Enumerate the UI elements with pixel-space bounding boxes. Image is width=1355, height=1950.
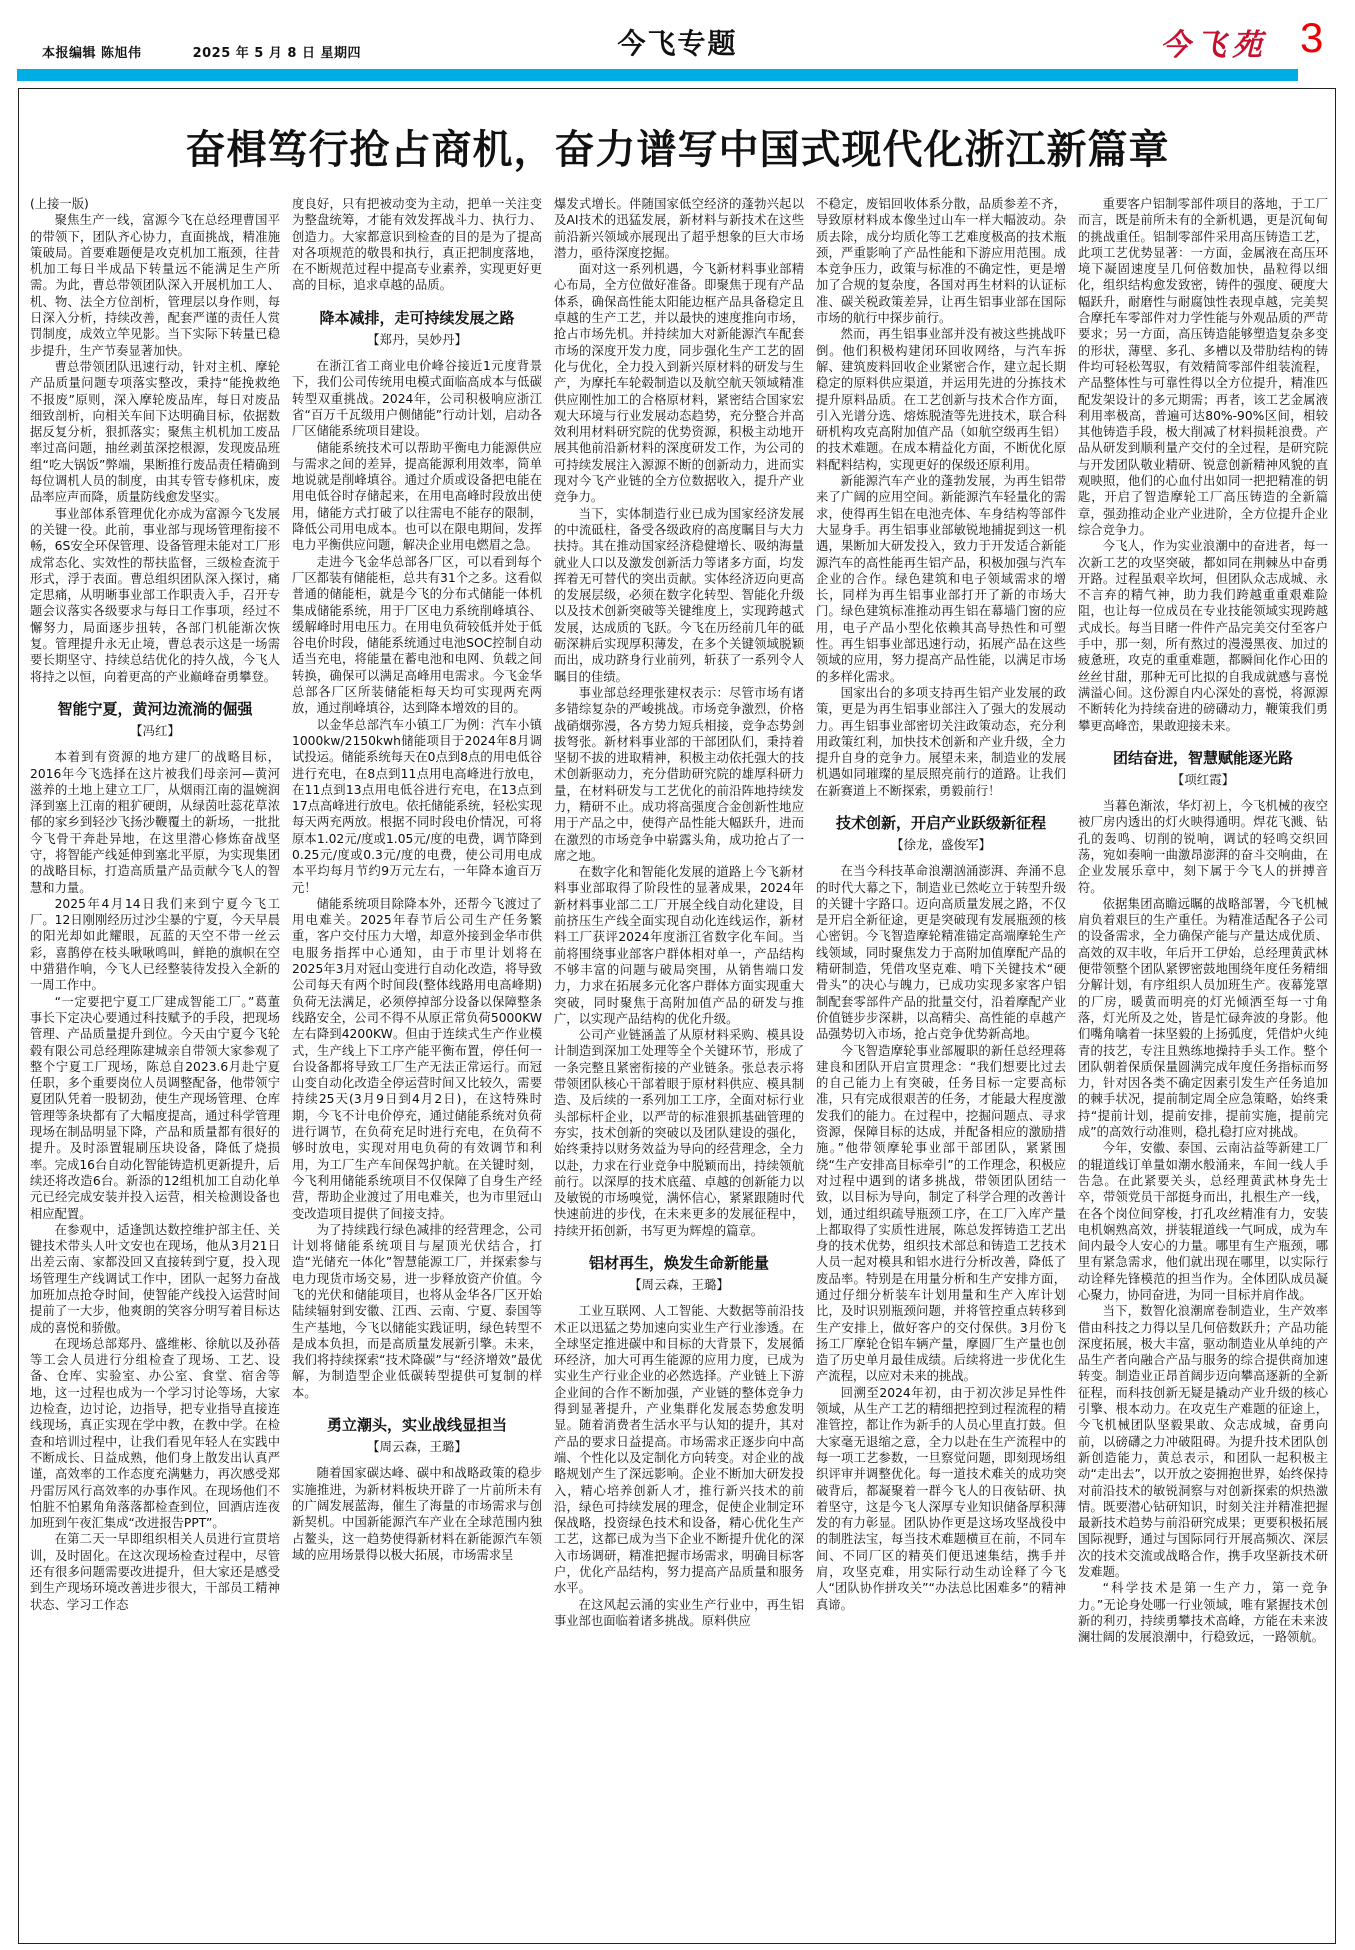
article-paragraph: 当下，实体制造行业已成为国家经济发展的中流砥柱，备受各级政府的高度瞩目与大力扶持。其在推动国家经济稳健增长、吸纳海量就业人口以及激发创新活力等诸多方面，均发挥着无可替代的突出贡献。实体经济迈向更高的发展层级，必须在数字化转型、智能化升级以及技术创新突破等关键维度上，实现跨越式发展，达成质的飞跃。今飞在历经前几年的砥砺深耕后实现厚积薄发，在多个关键领域脱颖而出，成功跻身行业前列，斩获了一系列令人瞩目的佳绩。: [554, 506, 804, 684]
article-paragraph: 然而，再生铝事业部并没有被这些挑战吓倒。他们积极构建闭环回收网络，与汽车拆解、建筑废料回收企业紧密合作，建立起长期稳定的原料供应渠道，并运用先进的分拣技术提升原料品质。在工艺创新与技术合作方面，引入光谱分选、熔炼脱渣等先进技术，联合科研机构攻克高附加值产品（如航空级再生铝）的技术难题。在成本精益化方面，不断优化原料配料结构，实现更好的保级还原利用。: [816, 327, 1066, 472]
article-paragraph: 重要客户铝制零部件项目的落地，于工厂而言，既是前所未有的全新机遇，更是沉甸甸的挑战重任。铝制零部件采用高压铸造工艺，此项工艺优势显著：一方面，金属液在高压环境下凝固速度呈几何倍数加快，晶粒得以细化，组织结构愈发致密，铸件的强度、硬度大幅跃升，耐磨性与耐腐蚀性表现卓越，完美契合摩托车零部件对力学性能与外观品质的严苛要求；另一方面，高压铸造能够塑造复杂多变的形状，薄壁、多孔、多槽以及带肋结构的铸件均可轻松驾驭，有效精简零部件组装流程，产品整体性与可靠性得以全方位提升，精准匹配发架设计的多元期需；再者，该工艺金属液利用率极高，普遍可达80%-90%区间，相较其他铸造手段，极大削减了材料损耗浪费。产品从研发到顺利量产交付的全过程，是研究院与开发团队敬业精研、锐意创新精神风貌的直观映照，他们的心血付出如同一把把精准的钥匙，开启了智造摩轮工厂高压铸造的全新篇章，强劲推动企业产业进阶，全方位提升企业综合竞争力。: [1078, 197, 1328, 537]
article-paragraph: 当暮色渐浓，华灯初上，今飞机械的夜空被厂房内透出的灯火映得通明。焊花飞溅、钻孔的轰鸣、切削的锐响，调试的轻鸣交织回荡，宛如奏响一曲激昂澎湃的奋斗交响曲，在企业发展乐章中，刻下属于今飞人的拼搏音符。: [1078, 799, 1328, 895]
article-byline: 【冯红】: [129, 722, 180, 738]
article-paragraph: “一定要把宁夏工厂建成智能工厂。”葛董事长下定决心要通过科技赋予的手段，把现场管理、产品质量提升到位。今天由宁夏今飞轮毂有限公司总经理陈建城亲自带领大家参观了整个宁夏工厂现场，陈总自2023.6月赴宁夏任职，多个重要岗位人员调整配备，他带领宁夏团队凭着一股韧劲，使生产现场管理、仓库管理等条块都有了大幅度提高，通过科学管理现场在制品明显下降，产品和质量都有很好的提升。及时添置辊刷压块设备，降低了烧损率。完成16台自动化智能铸造机更新提升，后续还将改造6台。新添的12组机加工自动化单元已经完成安装并投入运营，相关检测设备也相应配置。: [30, 994, 280, 1221]
article-paragraph: 在参观中，适逢凯达数控维护部主任、关键技术带头人叶文安也在现场，他从3月21日出差云南、家都没回又直接转到宁夏，投入现场管理生产线调试工作中，团队一起努力奋战加班加点抢夺时间，使智能产线投入运营时间提前了一大步，他爽朗的笑容分明写着目标达成的喜悦和骄傲。: [30, 1222, 280, 1335]
article-paragraph: 随着国家碳达峰、碳中和战略政策的稳步实施推进，为新材料板块开辟了一片前所未有的广阔发展蓝海，催生了海量的市场需求与创新契机。中国新能源汽车产业在全球范围内独占鳌头，这一趋势使得新材料在新能源汽车领域的应用场景得以极大拓展，市场需求呈: [292, 1466, 542, 1562]
article-byline: 【徐龙，盛俊军】: [890, 836, 991, 852]
article-paragraph: 本着到有资源的地方建厂的战略目标，2016年今飞选择在这片被我们母亲河—黄河滋养的土地上建立工厂，从烟雨江南的温婉润泽到塞上江南的粗犷硬朗，从绿茵吐蕊花草浓郁的家乡到轻沙飞扬沙鞭覆土的新场，一批批今飞骨干奔赴异地，在这里潜心修炼奋战坚守，将智能产线延伸到塞北平原，为实现集团的战略目标，打造高质量产品贡献今飞人的智慧和力量。: [30, 750, 280, 895]
article-paragraph: “科学技术是第一生产力，第一竞争力。”无论身处哪一行业领域，唯有紧握技术创新的利刃，持续勇攀技术高峰，方能在未来波澜壮阔的发展浪潮中，行稳致远，一路领航。: [1078, 1581, 1328, 1645]
article-paragraph: 为了持续践行绿色减排的经营理念，公司计划将储能系统项目与屋顶光伏结合，打造“光储充一体化”智慧能源工厂，并探索参与电力现货市场交易，进一步释放资产价值。今飞的光伏和储能项目，也将从金华各厂区开始陆续辐射到安徽、江西、云南、宁夏、泰国等生产基地，今飞以储能实践证明，绿色转型不是成本负担，而是高质量发展新引擎。未来，我们将持续探索“技术降碳”与“经济增效”最优解，为制造型企业低碳转型提供可复制的样本。: [292, 1222, 542, 1400]
article-paragraph: 回溯至2024年初，由于初次涉足异性件领域，从生产工艺的精细把控到过程流程的精准管控，都让作为新手的人员心里直打鼓。但大家毫无退缩之意，全力以赴在生产流程中的每一项工艺参数，一旦察觉问题，即刻现场组织评审并调整优化。每一道技术难关的成功突破背后，都凝聚着一群今飞人的日夜钻研、执着坚守，这是今飞人深厚专业知识储备厚积薄发的有力彰显。团队协作更是这场攻坚战役中的制胜法宝，每当技术难题横亘在前，不同车间、不同厂区的精英们便迅速集结，携手并肩，攻坚克难，用实际行动生动诠释了今飞人“团队协作拼攻关”“办法总比困难多”的精神真谛。: [816, 1385, 1066, 1612]
article-paragraph: 工业互联网、人工智能、大数据等前沿技术正以迅猛之势加速向实业生产行业渗透。在全球坚定推进碳中和目标的大背景下，发展循环经济，加大可再生能源的应用力度，已成为实业生产行业企业的必然选择。产业链上下游企业间的合作不断加强，产业链的整体竞争力得到显著提升，产业集群化发展态势愈发明显。随着消费者生活水平与认知的提升，其对产品的要求日益提高。市场需求正逐步向中高端、个性化以及定制化方向转变。对企业的战略规划产生了深远影响。企业不断加大研发投入，精心培养创新人才，推行新兴技术的前沿，绿色可持续发展的理念，促使企业制定环保战略，投资绿色技术和设备，精心优化生产工艺，这都已成为当下企业不断提升优化的深入市场调研，精准把握市场需求，明确目标客户，优化产品结构，努力提高产品质量和服务水平。: [554, 1304, 804, 1596]
column-5: [1078, 196, 1328, 1940]
article-paragraph: 不稳定，废铝回收体系分散，品质参差不齐，导致原材料成本像坐过山车一样大幅波动。杂质去除，成分均质化等工艺难度极高的技术瓶颈，严重影响了产品性能和下游应用范围。成本竞争压力，政策与标准的不确定性，更是增加了合规的复杂度，各国对再生材料的认证标准、碳关税政策差异，让再生铝事业部在国际市场的航行中探步前行。: [816, 197, 1066, 326]
article-paragraph: 今飞人，作为实业浪潮中的奋进者，每一次新工艺的攻坚突破，都如同在荆棘丛中奋勇开路。过程虽艰辛坎坷，但团队众志成城、永不言弃的精气神，助力我们跨越重重艰难险阻，也让每一位成员在专业技能领域实现跨越式成长。每当目睹一件件产品完美交付至客户手中，那一刻，所有熬过的漫漫黑夜、加过的疲惫班，攻克的重重难题，都瞬间化作心田的丝丝甘甜，那种无可比拟的自我成就感与喜悦满溢心间。这份源自内心深处的喜悦，将源源不断转化为持续奋进的磅礴动力，鞭策我们勇攀更高峰峦，果敢迎接未来。: [1078, 539, 1328, 733]
editor-credit: 本报编辑 陈旭伟: [42, 46, 142, 61]
article-paragraph: 依据集团高瞻远瞩的战略部署，今飞机械肩负着艰巨的生产重任。为精准适配各子公司的设备需求，全力确保产能与产量达成优质、高效的双丰收，年后开工伊始，总经理黄武林便带领整个团队紧锣密鼓地围绕年度任务精细分解计划，有序组织人员加班生产。夜幕笼罩的厂房，暖黄而明亮的灯光倾洒至每一寸角落，灯光所及之处，皆是忙碌奔波的身影。他们嘴角噙着一抹坚毅的上扬弧度，凭借炉火纯青的技艺，专注且熟练地操持手头工作。整个团队朝着保质保量圆满完成年度任务指标而努力，针对因各类不确定因素引发生产任务追加的棘手状况，提前制定周全应急策略，始终秉持“提前计划，提前安排，提前实施，提前完成”的高效行动准则，稳扎稳打应对挑战。: [1078, 896, 1328, 1140]
section-title: 今飞专题: [617, 27, 738, 60]
article-paragraph: 储能系统项目除降本外，还帮今飞渡过了用电难关。2025年春节后公司生产任务繁重，客户交付压力大增，却意外接到金华市供电服务指挥中心通知，由于市里计划将在2025年3月对冠山变进行自动化改造，将导致公司每天有两个时间段(整体线路用电高峰期)负荷无法满足，必须停掉部分设备以保障整条线路安全，公司不得不从原正常负荷5000KW左右降到4200KW。但由于连续式生产作业模式，生产线上下工序产能平衡布置，停任何一台设备都将导致工厂生产无法正常运行。而冠山变自动化改造全停运营时间又比较久，需要持续25天(3月9日到4月2日)，在这特殊时期，今飞不计电价停充，通过储能系统对负荷进行调节，在负荷充足时进行充电，在负荷不够时放电，实现对用电负荷的有效调节和利用，为工厂生产车间保驾护航。在关键时刻，今飞利用储能系统项目不仅保障了自身生产经营，帮助企业渡过了用电难关，也为市里冠山变改造项目提供了间接支持。: [292, 896, 542, 1221]
article-paragraph: 事业部总经理张建权表示：尽管市场有诸多错综复杂的严峻挑战。市场竞争激烈，价格战硝烟弥漫，各方势力短兵相接，竞争态势剑拔弩张。新材料事业部的干部团队们，秉持着坚韧不拔的进取精神，积极主动依托强大的技术创新驱动力，充分借助研究院的雄厚科研力量，在材料研发与工艺优化的前沿阵地持续发力，精研不止。成功将高强度合金创新性地应用于产品之中，使得产品性能大幅跃升，进而在激烈的市场竞争中崭露头角，成功抢占了一席之地。: [554, 685, 804, 863]
article-byline: 【郑丹，吴妙丹】: [366, 331, 467, 347]
article-paragraph: 2025年4月14日我们来到宁夏今飞工厂。12日刚刚经历过沙尘暴的宁夏，今天早晨的阳光却如此耀眼，瓦蓝的天空不带一丝云彩，喜鹊停在枝头啾啾鸣叫，鲜艳的旗帜在空中猎猎作响，今飞人已经整装待发投入全新的一周工作中。: [30, 896, 280, 993]
article-paragraph: (上接一版): [30, 197, 89, 211]
article-paragraph: 公司产业链涵盖了从原材料采购、模具设计制造到深加工处理等全个关键环节，形成了一条完整且紧密衔接的产业链条。张总表示将带领团队核心干部着眼于原材料供应、模具制造、及后续的一系列加工工序，全面对标行业头部标杆企业，以严苛的标准狠抓基础管理的夯实，技术创新的突破以及团队建设的强化，始终秉持以财务效益为导向的经营理念，全力以赴，力求在行业竞争中脱颖而出，持续领航前行。以深厚的技术底蕴、卓越的创新能力以及敏锐的市场嗅觉，满怀信心，紧紧跟随时代快速前进的步伐，在未来更多的发展征程中，持续开拓创新，书写更为辉煌的篇章。: [554, 1028, 804, 1238]
article-paragraph: 在第二天一早即组织相关人员进行宣贯培训，及时固化。在这次现场检查过程中，尽管还有很多问题需要改进提升，但大家还是感受到生产现场环境改善进步很大，干部员工精神状态、学习工作态: [30, 1532, 280, 1612]
article-paragraph: 今年，安徽、泰国、云南沾益等新建工厂的辊道线订单量如潮水般涌来，车间一线人手告急。在此紧要关头，总经理黄武林身先士卒，带领党员干部挺身而出，扎根生产一线，在各个岗位间穿梭，打孔攻丝精准有力，安装电机娴熟高效，拼装辊道线一气呵成，成为车间内最令人安心的力量。哪里有生产瓶颈，哪里有紧急需求，他们就出现在哪里，以实际行动诠释先锋模范的担当作为。全体团队成员凝心聚力，协同奋进，为同一目标并肩作战。: [1078, 1141, 1328, 1302]
article-paragraph: 储能系统技术可以帮助平衡电力能源供应与需求之间的差异，提高能源利用效率，简单地说就是削峰填谷。通过介质或设备把电能在用电低谷时存储起来，在用电高峰时段放出使用，储能方式打破了以往需电不能存的限制，降低公司用电成本。也可以在限电期间，发挥电力平衡供应问题，解决企业用电燃眉之急。: [292, 440, 542, 553]
article-paragraph: 度良好，只有把被动变为主动，把单一关注变为整盘统筹，才能有效发挥战斗力、执行力、创造力。大家都意识到检查的目的是为了提高对各项规范的敬畏和执行，真正把制度落地，在不断规范过程中提高专业素养，实现更好更高的目标，追求卓越的品质。: [292, 197, 542, 293]
article-byline: 【项红霞】: [1171, 771, 1235, 787]
article-paragraph: 在数字化和智能化发展的道路上今飞新材料事业部取得了阶段性的显著成果，2024年新材料事业部二工厂开展全线自动化建设，目前挤压生产线全面实现自动化连线运作，新材料工厂获评2024年度浙江省数字化车间。当前将围绕事业部客户群体相对单一，产品结构不够丰富的问题与破局突围，从销售端口发力，力求在拓展多元化客户群体方面实现重大突破，同时聚焦于高附加值产品的研发与推广，以实现产品结构的优化升级。: [554, 865, 804, 1026]
article-byline: 【周云森，王璐】: [366, 1439, 467, 1455]
newspaper-logo: 今飞苑: [1160, 28, 1268, 63]
article-paragraph: 新能源汽车产业的蓬勃发展，为再生铝带来了广阔的应用空间。新能源汽车轻量化的需求，使得再生铝在电池壳体、车身结构等部件大显身手。再生铝事业部敏锐地捕捉到这一机遇，果断加大研发投入，致力于开发适合新能源汽车的高性能再生铝产品，积极加强与汽车企业的合作。绿色建筑和电子领域需求的增长，同样为再生铝事业部打开了新的市场大门。绿色建筑标准推动再生铝在幕墙门窗的应用，电子产品小型化依赖其高导热性和可塑性。再生铝事业部迅速行动，拓展产品在这些领域的应用，努力提高产品性能，以满足市场的多样化需求。: [816, 474, 1066, 684]
article-heading: 智能宁夏，黄河边流淌的倔强: [57, 699, 253, 718]
article-paragraph: 以金华总部汽车小镇工厂为例：汽车小镇1000kw/2150kwh储能项目于2024年8月调试投运。储能系统每天在0点到8点的用电低谷进行充电，在8点到11点用电高峰进行放电，在11点到13点用电低谷进行充电，在13点到17点高峰进行放电。依托储能系统，轻松实现每天两充两放。根据不同时段电价情况，可将原本1.02元/度或1.05元/度的电费，调节降到0.25元/度或0.3元/度的电费，使公司用电成本平均每月节约9万元左右，一年降本逾百万元！: [292, 717, 542, 895]
article-paragraph: 在浙江省工商业电价峰谷接近1元度背景下，我们公司传统用电模式面临高成本与低碳转型双重挑战。2024年，公司积极响应浙江省“百万千瓦级用户侧储能”行动计划，启动各厂区储能系统项目建设。: [292, 359, 542, 439]
article-heading: 技术创新，开启产业跃级新征程: [835, 813, 1046, 832]
article-byline: 【周云森，王璐】: [628, 1277, 729, 1292]
article-columns: [30, 196, 1328, 1940]
article-paragraph: 当下，数智化浪潮席卷制造业，生产效率借由科技之力得以呈几何倍数跃升；产品功能深度拓展，极大丰富，驱动制造业从单纯的产品生产者向融合产品与服务的综合提供商加速转变。制造业正昂首阔步迈向攀高逐新的全新征程，而科技创新无疑是撬动产业升级的核心引擎、根本动力。在攻克生产难题的征途上，今飞机械团队坚毅果敢、众志成城，奋勇向前，以磅礴之力冲破阻碍。为提升技术团队创新创造能力，黄总表示，和团队一起积极主动“走出去”，以开放之姿拥抱世界，始终保持对前沿技术的敏锐洞察与对创新探索的炽热激情。既要潜心钻研知识，时刻关注并精准把握最新技术趋势与前沿研究成果；更要积极拓展国际视野，通过与国际同行开展高频次、深层次的技术交流或战略合作，携手攻坚新技术研发难题。: [1078, 1304, 1328, 1580]
page-number: 3: [1300, 14, 1324, 61]
article-paragraph: 事业部体系管理优化亦成为富源今飞发展的关键一役。此前，事业部与现场管理衔接不畅，6S安全环保管理、设备管理未能对工厂形成常态化、实效性的帮扶监督，三级检查流于形式，浮于表面。曹总组织团队深入探讨，痛定思痛，从明晰事业部工作职责入手，召开专题会议落实各级要求与每日工作事项，经过不懈努力，局面逐步扭转，各部门机能渐次恢复。管理提升永无止境，曹总表示这是一场需要长期坚守、持续总结优化的持久战，今飞人将持之以恒，向着更高的产业巅峰奋勇攀登。: [30, 506, 280, 684]
column-4: [816, 196, 1066, 1940]
article-paragraph: 爆发式增长。伴随国家低空经济的蓬勃兴起以及AI技术的迅猛发展，新材料与新技术在这些前沿新兴领域亦展现出了超乎想象的巨大市场潜力，亟待深度挖掘。: [554, 197, 804, 260]
header-divider-bar: [17, 69, 1298, 81]
column-1: [30, 196, 280, 1940]
page-headline: 奋楫笃行抢占商机，奋力谱写中国式现代化浙江新篇章: [185, 126, 1170, 173]
article-paragraph: 国家出台的多项支持再生铝产业发展的政策，更是为再生铝事业部注入了强大的发展动力。再生铝事业部密切关注政策动态，充分利用政策红利，加快技术创新和产业升级，全力提升自身的竞争力。展望未来，制造业的发展机遇如同璀璨的星辰照亮前行的道路。让我们在新赛道上不断探索，勇毅前行！: [816, 685, 1066, 798]
article-paragraph: 曹总带领团队迅速行动，针对主机、摩轮产品质量问题专项落实整改，秉持“能挽救绝不报废”原则，深入摩轮废品库，每日对废品细致剖析，向相关车间下达明确目标，依据数据反复分析，狠抓落实；聚焦主机机加工废品率过高问题，抽丝剥茧深挖根源，发现废品班组“吃大锅饭”弊端，果断推行废品责任精确到每位调机人员的制度，由其专管专修机床，废品率应声而降，质量防线愈发坚实。: [30, 359, 280, 505]
article-paragraph: 聚焦生产一线，富源今飞在总经理曹国平的带领下，团队齐心协力，直面挑战，精准施策破局。首要难题便是攻克机加工瓶颈，往昔机加工每日半成品下转量远不能满足生产所需。为此，曹总带领团队深入开展机加工人、机、物、法全方位剖析，管理层以身作则，每日深入分析，持续改善，配套严谨的责任人赏罚制度，成效立竿见影。当下实际下转量已稳步提升，生产节奏显著加快。: [30, 213, 280, 358]
article-paragraph: 在当今科技革命浪潮汹涌澎湃、奔涌不息的时代大幕之下，制造业已然屹立于转型升级的关键十字路口。迈向高质量发展之路，不仅是开启全新征途，更是突破现有发展瓶颈的核心密钥。今飞智造摩轮精准锚定高端摩轮生产线领域，同时聚焦发力于高附加值摩配产品的精研制造，凭借攻坚克难、啃下关键技术“硬骨头”的决心与魄力，已成功实现多家客户铝制配套零部件产品的批量交付，沿着摩配产业价值链步步深耕，以高精尖、高性能的卓越产品强势切入市场，抢占竞争优势新高地。: [816, 864, 1066, 1042]
article-heading: 铝材再生，焕发生命新能量: [588, 1254, 769, 1272]
article-paragraph: 今飞智造摩轮事业部履职的新任总经理蒋建良和团队开启宣贯理念：“我们想要比过去的自己能力上有突破，任务目标一定要高标准，只有完成很艰苦的任务，才能最大程度激发我们的能力。在过程中，挖掘问题点、寻求资源，保障目标的达成，并配备相应的激励措施。”他带领摩轮事业部干部团队，紧紧围绕“生产安排高目标牵引”的工作理念，积极应对过程中遇到的诸多挑战，带领团队团结一致，以目标为导向，制定了科学合理的改善计划，通过组织疏导瓶颈工序，在工厂入库产量上都取得了实质性进展，陈总发挥铸造工艺出身的技术优势，组织技术部总和铸造工艺技术人员一起对模具和铝水进行分析改善，降低了废品率。特别是在用量分析和生产安排方面，通过仔细分析装车计划用量和生产入库计划比，及时识别瓶颈问题，并将管控重点转移到生产安排上，做好客户的交付保供。3月份飞扬工厂摩轮仓铝车辆产量，摩圆厂生产量也创造了历史单月最佳成绩。后续将进一步优化生产流程，以应对未来的挑战。: [816, 1043, 1066, 1384]
article-paragraph: 面对这一系列机遇，今飞新材料事业部精心布局，全方位做好准备。即聚焦于现有产品体系，确保高性能太阳能边框产品具备稳定且卓越的生产工艺，并以最快的速度推向市场，抢占市场先机。并持续加大对新能源汽车配套市场的深度开发力度，同步强化生产工艺的固化与优化，全力投入到新兴原材料的研发与生产，为摩托车轮毂制造以及航空航天领域精准供应刚性加工的合格原材料，紧密结合国家宏观大环境与行业发展动态趋势，充分整合并高效利用材料研究院的优势资源，积极主动地开展其他前沿新材料的深度研发工作，为公司的可持续发展注入源源不断的创新动力，进而实现对今飞产业链的全方位数据收入，提升产业竞争力。: [554, 262, 804, 505]
article-paragraph: 在现场总部郑丹、盛维彬、徐航以及孙蓓等工会人员进行分组检查了现场、工艺、设备、仓库、实验室、办公室、食堂、宿舍等地，这一过程也成为一个学习讨论等场，大家边检查，边讨论，边指导，把专业指导直接连线现场，真正实现在学中教，在教中学。在检查和培训过程中，让我们看见年轻人在实践中不断成长、日益成熟，他们身上散发出认真严谨，高效率的工作态度充满魅力，再次感受郑丹雷厉风行高效率的办事作风。在现场他们不怕脏不怕累角角落落都检查到位，回酒店连夜加班到午夜汇集成“改进报告PPT”。: [30, 1336, 280, 1531]
column-2: [292, 196, 542, 1940]
article-heading: 团结奋进，智慧赋能逐光路: [1112, 748, 1293, 767]
column-3: [554, 196, 804, 1940]
article-heading: 勇立潮头，实业战线显担当: [326, 1416, 507, 1435]
article-heading: 降本减排，走可持续发展之路: [319, 308, 515, 327]
issue-date: 2025 年 5 月 8 日 星期四: [192, 46, 361, 61]
article-paragraph: 走进今飞金华总部各厂区，可以看到每个厂区都装有储能柜，总共有31个之多。这看似普通的储能柜，就是今飞的分布式储能一体机集成储能系统，用于厂区电力系统削峰填谷、缓解峰时用电压力。在用电负荷较低并处于低谷电价时段，储能系统通过电池SOC控制自动适当充电，将能量在蓄电池和电网、负载之间转换，确保可以满足高峰用电需求。今飞金华总部各厂区所装储能柜每天均可实现两充两放，通过削峰填谷，达到降本增效的目的。: [292, 554, 542, 716]
article-paragraph: 在这风起云涌的实业生产行业中，再生铝事业部也面临着诸多挑战。原料供应: [554, 1597, 804, 1628]
